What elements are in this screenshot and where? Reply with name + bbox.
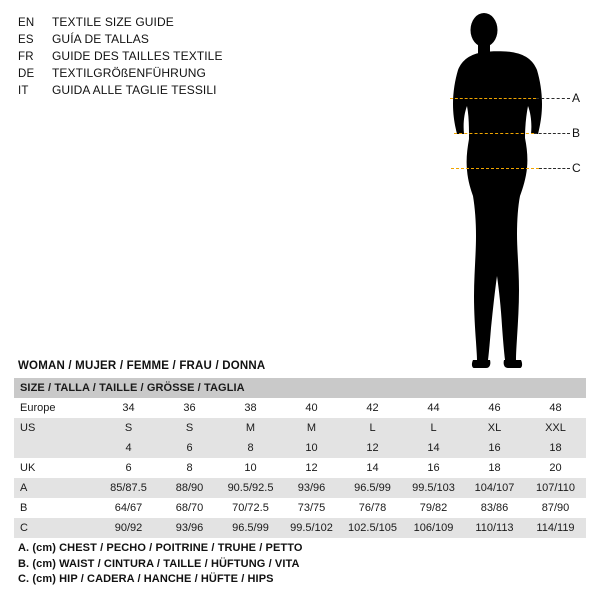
cell: 107/110 [525,478,586,498]
cell: 34 [98,398,159,418]
table-row [14,518,586,538]
cell: 114/119 [525,518,586,538]
waist-marker-label: B [572,126,581,140]
cell: M [220,418,281,438]
cell: 42 [342,398,403,418]
cell: 70/72.5 [220,498,281,518]
cell: 46 [464,398,525,418]
waist-lead-line [534,133,570,134]
cell: 88/90 [159,478,220,498]
size-table [14,378,586,538]
cell: 14 [342,458,403,478]
table-row [14,418,586,438]
cell: 40 [281,398,342,418]
table-row [14,478,586,498]
chest-marker-label: A [572,91,581,105]
row-label-europe: Europe [14,398,98,418]
language-text-en: TEXTILE SIZE GUIDE [52,15,174,29]
language-code-en: EN [18,17,35,29]
language-row-en [18,14,318,31]
cell: 96.5/99 [342,478,403,498]
language-row-fr [18,48,318,65]
measurement-legend [18,541,303,588]
legend-item-b: B. (cm) WAIST / CINTURA / TAILLE / HÜFTUNG / VITA [18,557,300,570]
cell: L [342,418,403,438]
row-label-a: A [14,478,98,498]
cell: 102.5/105 [342,518,403,538]
row-label-us-numeric [14,438,98,458]
cell: 16 [464,438,525,458]
language-text-de: TEXTILGRÖßENFÜHRUNG [52,66,206,80]
cell: 10 [281,438,342,458]
cell: M [281,418,342,438]
body-silhouette-icon [420,8,595,373]
row-label-c: C [14,518,98,538]
female-body-figure [420,8,595,373]
hip-marker-label: C [572,161,581,175]
table-row [14,458,586,478]
cell: XXL [525,418,586,438]
table-row [14,398,586,418]
cell: 16 [403,458,464,478]
cell: 12 [281,458,342,478]
cell: 14 [403,438,464,458]
cell: 48 [525,398,586,418]
cell: 8 [220,438,281,458]
cell: 96.5/99 [220,518,281,538]
cell: 110/113 [464,518,525,538]
hip-measure-line [451,168,539,169]
cell: 85/87.5 [98,478,159,498]
cell: 10 [220,458,281,478]
cell: 36 [159,398,220,418]
cell: 18 [464,458,525,478]
cell: 8 [159,458,220,478]
row-label-uk: UK [14,458,98,478]
language-text-es: GUÍA DE TALLAS [52,32,149,46]
language-row-de [18,65,318,82]
cell: 73/75 [281,498,342,518]
table-row [14,438,586,458]
cell: 104/107 [464,478,525,498]
table-header-row [14,378,586,398]
language-code-de: DE [18,68,35,80]
table-caption: WOMAN / MUJER / FEMME / FRAU / DONNA [18,360,266,372]
cell: S [159,418,220,438]
cell: 4 [98,438,159,458]
cell: S [98,418,159,438]
cell: 90/92 [98,518,159,538]
cell: 38 [220,398,281,418]
row-label-b: B [14,498,98,518]
chest-measure-line [450,98,536,99]
language-text-it: GUIDA ALLE TAGLIE TESSILI [52,83,217,97]
cell: 99.5/102 [281,518,342,538]
cell: XL [464,418,525,438]
cell: 93/96 [159,518,220,538]
language-code-fr: FR [18,51,34,63]
table-header-label: SIZE / TALLA / TAILLE / GRÖSSE / TAGLIA [14,378,586,398]
language-list [18,14,318,99]
cell: 6 [159,438,220,458]
cell: 93/96 [281,478,342,498]
table-row [14,498,586,518]
cell: 79/82 [403,498,464,518]
language-text-fr: GUIDE DES TAILLES TEXTILE [52,49,223,63]
cell: 18 [525,438,586,458]
cell: 6 [98,458,159,478]
cell: 20 [525,458,586,478]
cell: 64/67 [98,498,159,518]
cell: 87/90 [525,498,586,518]
waist-measure-line [454,133,534,134]
legend-item-c: C. (cm) HIP / CADERA / HANCHE / HÜFTE / HIPS [18,573,274,585]
cell: 12 [342,438,403,458]
cell: 68/70 [159,498,220,518]
row-label-us: US [14,418,98,438]
cell: 90.5/92.5 [220,478,281,498]
language-code-it: IT [18,85,29,97]
language-code-es: ES [18,34,34,46]
cell: 99.5/103 [403,478,464,498]
cell: 76/78 [342,498,403,518]
legend-item-a: A. (cm) CHEST / PECHO / POITRINE / TRUHE / PETTO [18,542,303,554]
language-row-it [18,82,318,99]
cell: L [403,418,464,438]
cell: 83/86 [464,498,525,518]
cell: 106/109 [403,518,464,538]
hip-lead-line [539,168,570,169]
language-row-es [18,31,318,48]
chest-lead-line [536,98,570,99]
cell: 44 [403,398,464,418]
